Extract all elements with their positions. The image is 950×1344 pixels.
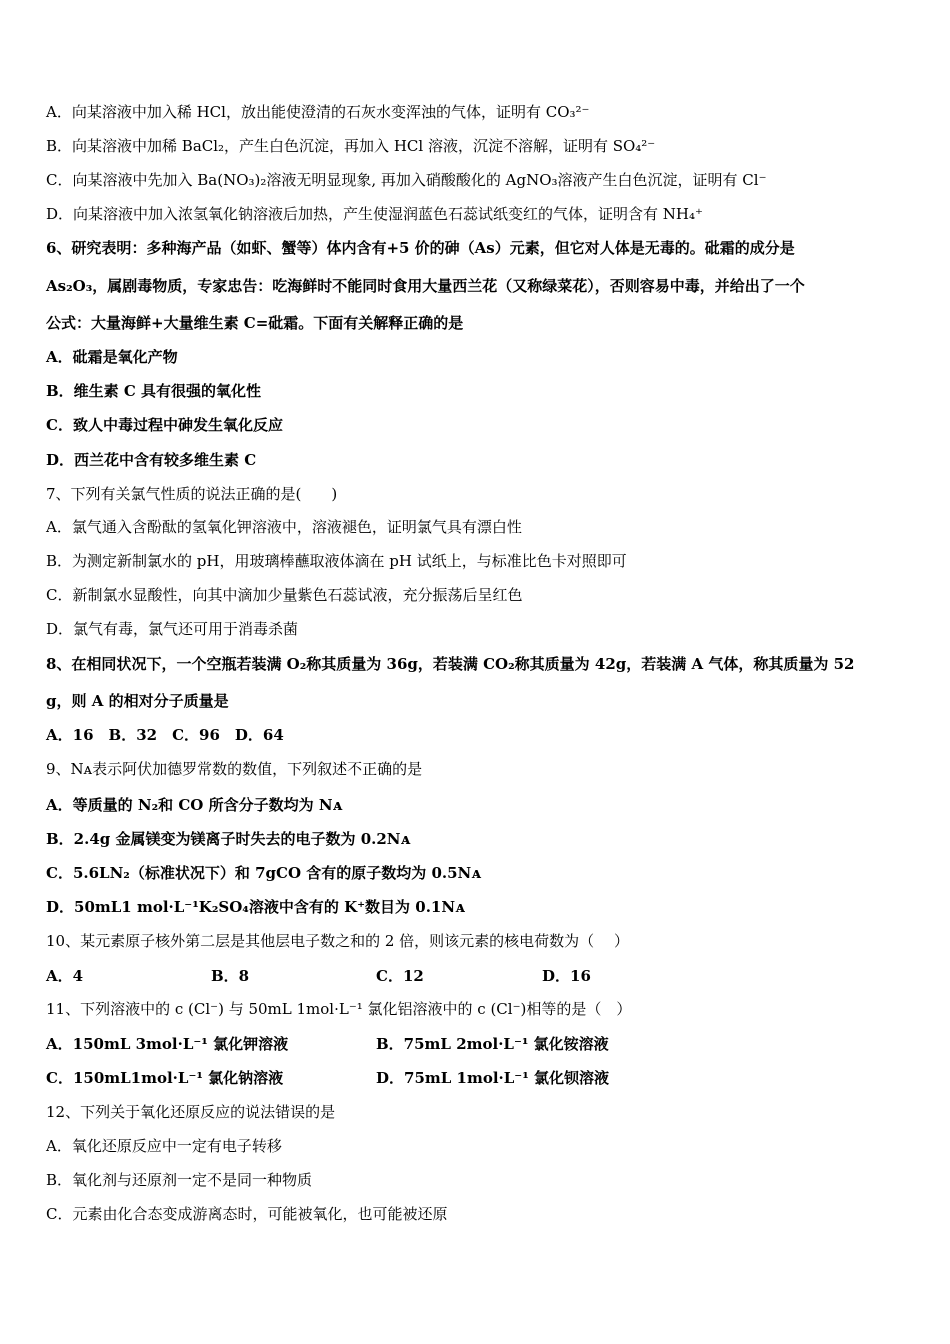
q11-stem: 11、下列溶液中的 c (Cl⁻) 与 50mL 1mol·L⁻¹ 氯化铝溶液中的 c (Cl⁻)相等的是（ ） — [46, 1000, 632, 1018]
q7-stem: 7、下列有关氯气性质的说法正确的是( ) — [46, 485, 338, 503]
q9-option-c: C．5.6LN₂（标准状况下）和 7gCO 含有的原子数均为 0.5Nᴀ — [46, 864, 481, 882]
q9-option-a: A．等质量的 N₂和 CO 所含分子数均为 Nᴀ — [46, 796, 343, 814]
q10-option-c: C．12 — [376, 967, 424, 985]
q6-option-a: A．砒霜是氧化产物 — [46, 348, 178, 366]
q6-option-b: B．维生素 C 具有很强的氧化性 — [46, 382, 262, 400]
q7-option-d: D．氯气有毒，氯气还可用于消毒杀菌 — [46, 620, 299, 638]
q12-option-c: C．元素由化合态变成游离态时，可能被氧化，也可能被还原 — [46, 1205, 448, 1223]
q7-option-b: B．为测定新制氯水的 pH，用玻璃棒蘸取液体滴在 pH 试纸上，与标准比色卡对照即可 — [46, 552, 627, 570]
q10-option-d: D．16 — [542, 967, 591, 985]
q5-option-c: C．向某溶液中先加入 Ba(NO₃)₂溶液无明显现象, 再加入硝酸酸化的 AgNO₃溶液产生白色沉淀，证明有 Cl⁻ — [46, 171, 767, 189]
q12-option-b: B．氧化剂与还原剂一定不是同一种物质 — [46, 1171, 313, 1189]
q10-option-a: A．4 — [46, 967, 84, 985]
q11-option-a: A．150mL 3mol·L⁻¹ 氯化钾溶液 — [46, 1035, 289, 1053]
q5-option-d: D．向某溶液中加入浓氢氧化钠溶液后加热，产生使湿润蓝色石蕊试纸变红的气体，证明含有 NH₄⁺ — [46, 205, 703, 223]
q11-option-d: D．75mL 1mol·L⁻¹ 氯化钡溶液 — [376, 1069, 610, 1087]
q5-option-b: B．向某溶液中加稀 BaCl₂，产生白色沉淀，再加入 HCl 溶液，沉淀不溶解，证明有 SO₄²⁻ — [46, 137, 656, 155]
q5-option-a: A．向某溶液中加入稀 HCl，放出能使澄清的石灰水变浑浊的气体，证明有 CO₃²⁻ — [46, 103, 590, 121]
q9-stem: 9、Nᴀ表示阿伏加德罗常数的数值，下列叙述不正确的是 — [46, 760, 423, 778]
q10-option-b: B．8 — [211, 967, 250, 985]
q10-stem: 10、某元素原子核外第二层是其他层电子数之和的 2 倍，则该元素的核电荷数为（ ） — [46, 932, 629, 950]
q9-option-d: D．50mL1 mol·L⁻¹K₂SO₄溶液中含有的 K⁺数目为 0.1Nᴀ — [46, 898, 465, 916]
q8-stem-line2: g，则 A 的相对分子质量是 — [46, 692, 229, 710]
q12-stem: 12、下列关于氧化还原反应的说法错误的是 — [46, 1103, 336, 1121]
q7-option-a: A．氯气通入含酚酞的氢氧化钾溶液中，溶液褪色，证明氯气具有漂白性 — [46, 518, 522, 536]
q11-option-c: C．150mL1mol·L⁻¹ 氯化钠溶液 — [46, 1069, 284, 1087]
q12-option-a: A．氧化还原反应中一定有电子转移 — [46, 1137, 282, 1155]
q6-option-c: C．致人中毒过程中砷发生氧化反应 — [46, 416, 283, 434]
q6-stem-line1: 6、研究表明：多种海产品（如虾、蟹等）体内含有+5 价的砷（As）元素，但它对人体是无毒的。砒霜的成分是 — [46, 239, 795, 257]
q6-stem-line2: As₂O₃，属剧毒物质，专家忠告：吃海鲜时不能同时食用大量西兰花（又称绿菜花），否则容易中毒，并给出了一个 — [46, 277, 805, 295]
q8-stem-line1: 8、在相同状况下，一个空瓶若装满 O₂称其质量为 36g，若装满 CO₂称其质量为 42g，若装满 A 气体，称其质量为 52 — [46, 655, 855, 673]
q6-stem-line3: 公式：大量海鲜+大量维生素 C=砒霜。下面有关解释正确的是 — [46, 314, 464, 332]
q6-option-d: D．西兰花中含有较多维生素 C — [46, 451, 257, 469]
q9-option-b: B．2.4g 金属镁变为镁离子时失去的电子数为 0.2Nᴀ — [46, 830, 411, 848]
q8-options: A．16 B．32 C．96 D．64 — [46, 726, 284, 744]
q11-option-b: B．75mL 2mol·L⁻¹ 氯化铵溶液 — [376, 1035, 609, 1053]
q7-option-c: C．新制氯水显酸性，向其中滴加少量紫色石蕊试液，充分振荡后呈红色 — [46, 586, 523, 604]
